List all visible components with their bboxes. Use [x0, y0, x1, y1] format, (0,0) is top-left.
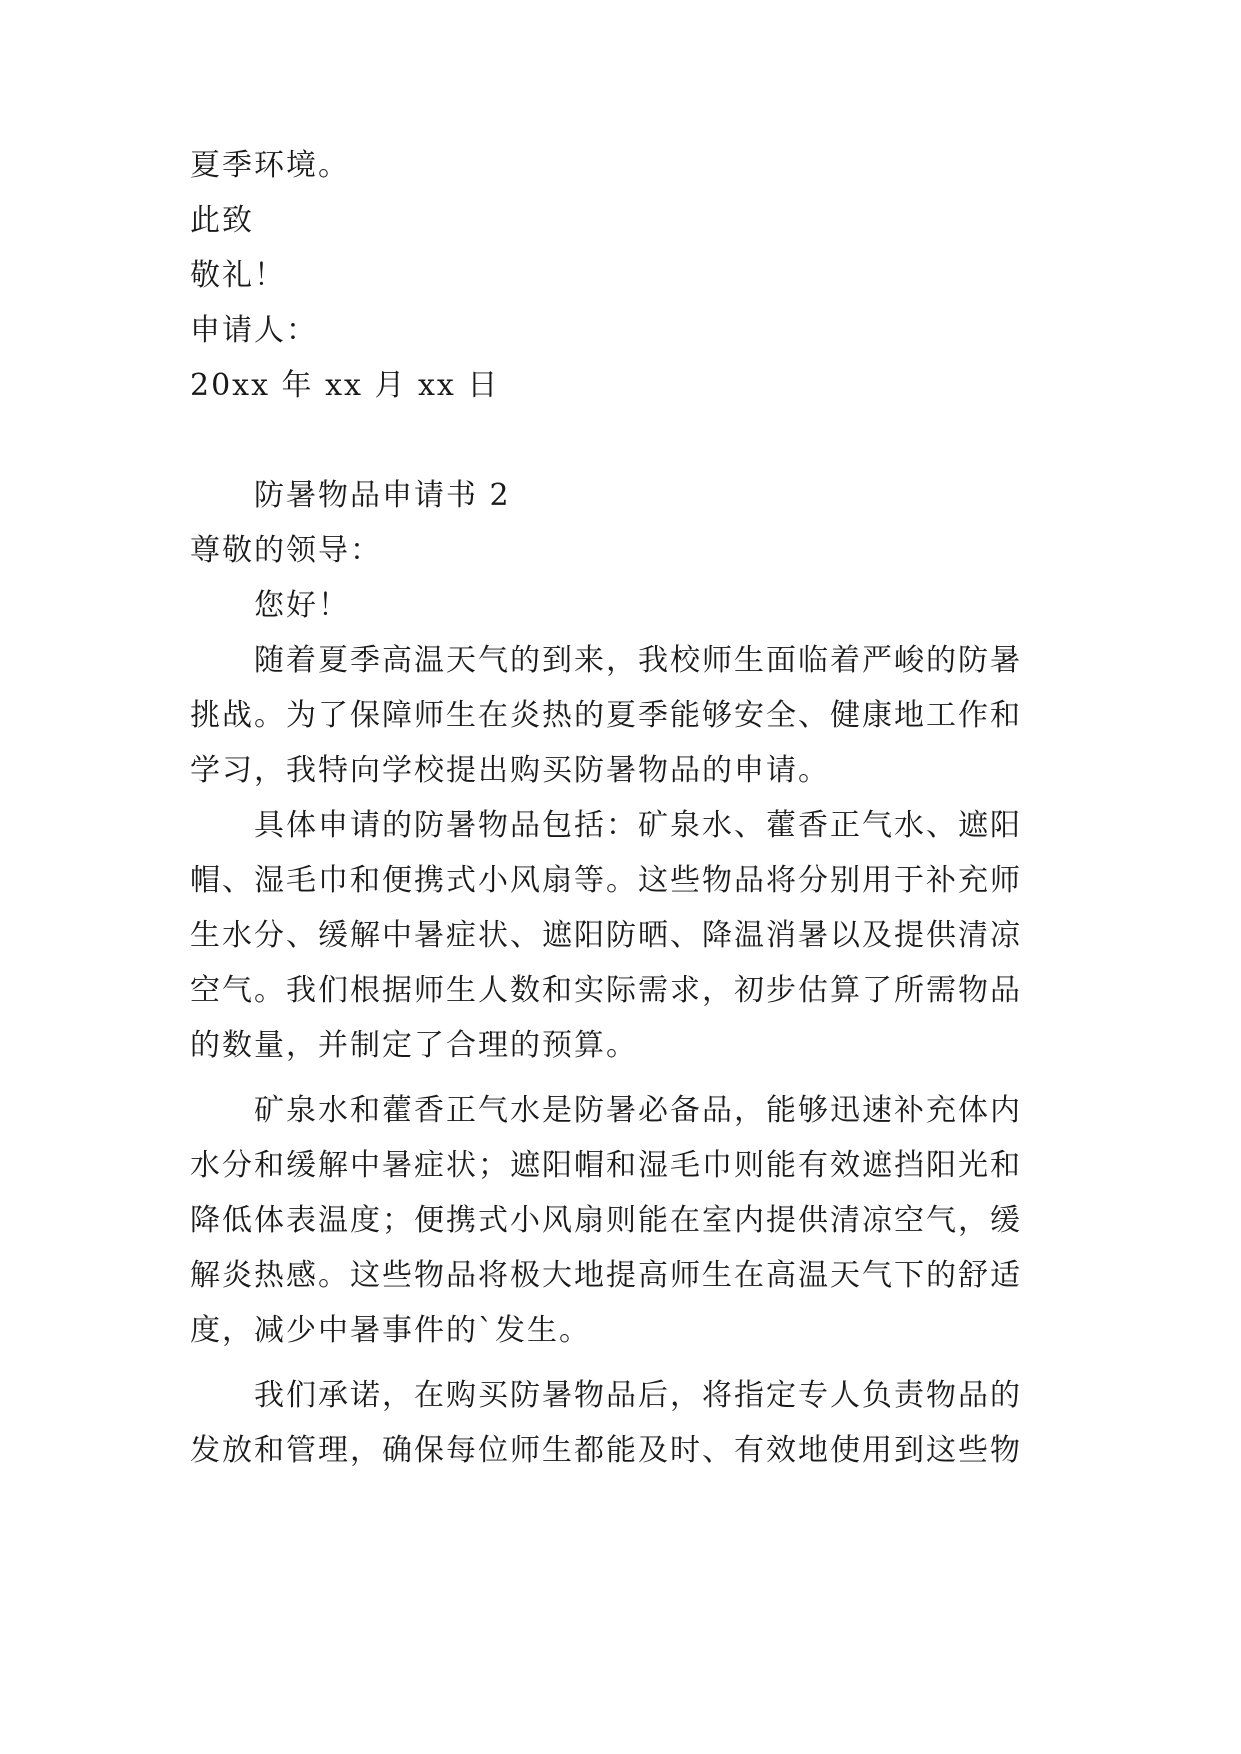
- applicant-label: 申请人：: [190, 313, 318, 348]
- letter2-title: 防暑物品申请书 2: [254, 478, 511, 513]
- paragraph-3-line-4: 解炎热感。这些物品将极大地提高师生在高温天气下的舒适: [190, 1258, 1022, 1293]
- paragraph-3-line-5: 度，减少中暑事件的`发生。: [190, 1313, 591, 1348]
- paragraph-2-line-4: 空气。我们根据师生人数和实际需求，初步估算了所需物品: [190, 973, 1022, 1008]
- paragraph-2-line-5: 的数量，并制定了合理的预算。: [190, 1028, 638, 1063]
- paragraph-2-line-3: 生水分、缓解中暑症状、遮阳防晒、降温消暑以及提供清凉: [190, 918, 1022, 953]
- paragraph-1-line-2: 挑战。为了保障师生在炎热的夏季能够安全、健康地工作和: [190, 698, 1022, 733]
- paragraph-2-line-1: 具体申请的防暑物品包括：矿泉水、藿香正气水、遮阳: [254, 808, 1022, 843]
- letter1-closing-line: 夏季环境。: [190, 148, 350, 183]
- paragraph-4-line-2: 发放和管理，确保每位师生都能及时、有效地使用到这些物: [190, 1433, 1022, 1468]
- letter2-greeting: 您好！: [254, 588, 350, 623]
- paragraph-3-line-1: 矿泉水和藿香正气水是防暑必备品，能够迅速补充体内: [254, 1093, 1022, 1128]
- paragraph-2-line-2: 帽、湿毛巾和便携式小风扇等。这些物品将分别用于补充师: [190, 863, 1022, 898]
- paragraph-4-line-1: 我们承诺，在购买防暑物品后，将指定专人负责物品的: [254, 1378, 1022, 1413]
- letter2-recipient: 尊敬的领导：: [190, 533, 382, 568]
- paragraph-1-line-1: 随着夏季高温天气的到来，我校师生面临着严峻的防暑: [254, 643, 1022, 678]
- paragraph-3-line-2: 水分和缓解中暑症状；遮阳帽和湿毛巾则能有效遮挡阳光和: [190, 1148, 1022, 1183]
- letter-date: 20xx 年 xx 月 xx 日: [190, 368, 500, 403]
- paragraph-1-line-3: 学习，我特向学校提出购买防暑物品的申请。: [190, 753, 830, 788]
- paragraph-3-line-3: 降低体表温度；便携式小风扇则能在室内提供清凉空气，缓: [190, 1203, 1022, 1238]
- closing-respect: 敬礼！: [190, 258, 286, 293]
- closing-salutation: 此致: [190, 203, 254, 238]
